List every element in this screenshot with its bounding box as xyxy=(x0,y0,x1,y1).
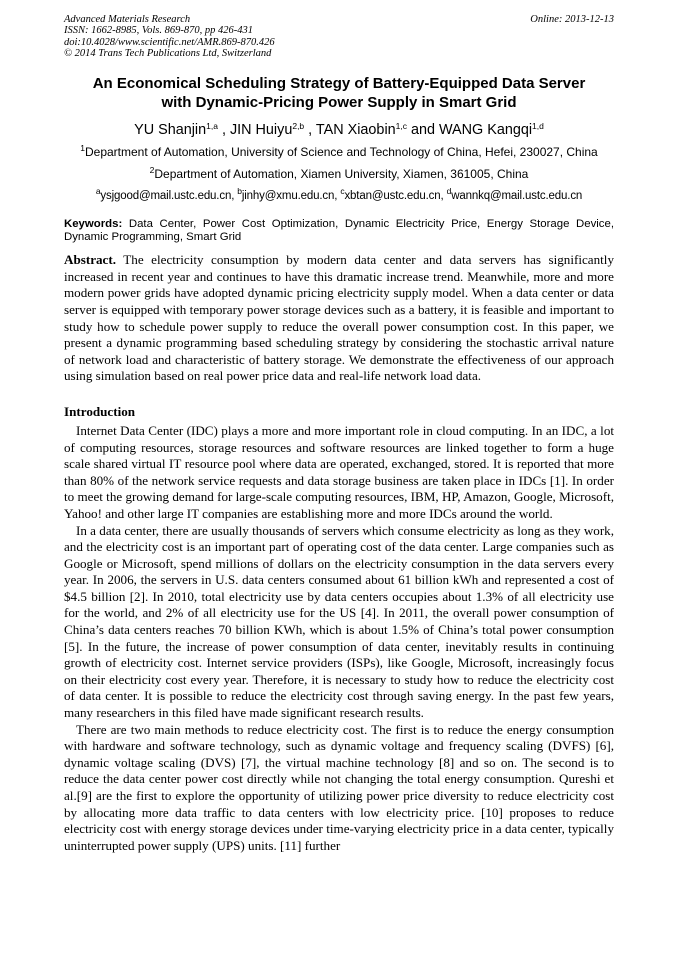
body-paragraph-2: In a data center, there are usually thousands of servers which consume electricity as long as they work, and the electricity cost is an important part of operating cost of the data center. Large companies such as Google or Microsoft, spend millions of dollars on the electricity consumption in the data servers every year. In 2006, the servers in U.S. data centers consumed about 61 billion kWh and represented a cost of $4.5 billion [2]. In 2010, total electricity use by data centers occupies about 1.3% of all electricity use for the world, and 2% of all electricity use for the US [4]. In 2011, the overall power consumption of China’s data centers reaches 70 billion KWh, which is about 1.5% of China’s total power consumption [5]. In the future, the increase of power consumption of data center, inevitably results in continuing growth of electricity cost. Internet service providers (ISPs), like Google, Microsoft, increasingly focus on their electricity cost every year. Therefore, it is necessary to study how to reduce the electricity cost of data center. It is possible to reduce the electricity cost through saving energy. In the past few years, many researchers in this filed have made significant research results. xyxy=(64,522,614,721)
abstract-label: Abstract. xyxy=(64,252,116,268)
paper-title xyxy=(64,74,614,112)
affiliation-2 xyxy=(64,167,614,182)
paper-page xyxy=(64,14,614,854)
email-superscript: d xyxy=(446,186,452,197)
journal-name: Advanced Materials Research xyxy=(64,14,191,25)
author-superscript: 2,b xyxy=(292,121,305,132)
abstract-text: The electricity consumption by modern data center and data servers has significantly increased in recent year and continues to have this dramatic increase trend. Meanwhile, more and more modern power grids have adopted dynamic pricing electricity supply model. When a data center or data server is equipped with temporary power storage devices such as a battery, it is feasible and important to study how to schedule power supply to reduce the overall power consumption cost. In this paper, we present a dynamic programming based scheduling strategy by considering the stochastic arrival nature of network load and characteristic of battery storage. We demonstrate the effectiveness of our approach using simulation based on real power price data and real-life network load data. xyxy=(64,252,614,384)
affiliation-superscript: 1 xyxy=(80,143,85,154)
doi-line: doi:10.4028/www.scientific.net/AMR.869-870.426 xyxy=(64,36,275,48)
keywords-text: Data Center, Power Cost Optimization, Dynamic Electricity Price, Energy Storage Device, Dynamic Programming, Smart Grid xyxy=(64,218,614,244)
issn-line: ISSN: 1662-8985, Vols. 869-870, pp 426-431 xyxy=(64,25,253,37)
email-address: wannkq@mail.ustc.edu.cn xyxy=(451,190,583,203)
email-superscript: a xyxy=(95,186,101,197)
author-list xyxy=(64,122,614,138)
email-superscript: b xyxy=(237,186,242,197)
keywords-label: Keywords: xyxy=(64,218,123,231)
author-name: TAN Xiaobin xyxy=(315,122,396,139)
author-name: YU Shanjin xyxy=(134,122,207,139)
body-paragraph-3: There are two main methods to reduce electricity cost. The first is to reduce the energy consumption with hardware and software technology, such as dynamic voltage and frequency scaling (DVFS) [6], dynamic voltage scaling (DVS) [7], the virtual machine technology [8] and so on. The second is to reduce the data center power cost directly while not changing the total energy consumption. Qureshi et al.[9] are the first to explore the opportunity of utilizing power price diversity to reduce electricity cost by allocating more data traffic to data centers with low electricity price. [10] proposes to reduce electricity cost with energy storage devices under time-varying electricity price in a data center, typically uninterrupted power supply (UPS) units. [11] further xyxy=(64,721,614,853)
email-address: ysjgood@mail.ustc.edu.cn, xyxy=(100,190,238,203)
body-paragraph-1: Internet Data Center (IDC) plays a more and more important role in cloud computing. In an IDC, a lot of computing resources, storage resources and software resources are linked together to form a huge scale shared virtual IT resource pool where data are operated, exchanged, stored. It is reported that more than 80% of the network service requests and data storage business are taken place in IDCs [1]. In order to meet the growing demand for large-scale computing resources, IBM, HP, Amazon, Google, Microsoft, Yahoo! and other large IT companies are establishing more and more IDCs around the world. xyxy=(64,422,614,521)
abstract xyxy=(64,252,614,385)
author-separator: , xyxy=(304,122,316,139)
author-and: and xyxy=(406,122,439,139)
author-name: JIN Huiyu xyxy=(229,122,293,139)
introduction-body xyxy=(64,423,614,854)
author-emails xyxy=(64,186,614,204)
author-superscript: 1,a xyxy=(206,121,218,132)
email-superscript: c xyxy=(340,186,345,197)
introduction-heading: Introduction xyxy=(64,403,136,419)
copyright-line: © 2014 Trans Tech Publications Ltd, Switzerland xyxy=(64,47,272,59)
title-line-1: An Economical Scheduling Strategy of Battery-Equipped Data Server xyxy=(92,75,586,93)
affiliation-text: Department of Automation, Xiamen University, Xiamen, 361005, China xyxy=(154,167,529,182)
author-name: WANG Kangqi xyxy=(439,122,533,139)
email-address: jinhy@xmu.edu.cn, xyxy=(241,190,341,203)
keywords xyxy=(64,218,614,244)
affiliation-text: Department of Automation, University of Science and Technology of China, Hefei, 230027, China xyxy=(84,145,598,160)
online-date: Online: 2013-12-13 xyxy=(530,14,614,25)
email-address: xbtan@ustc.edu.cn, xyxy=(344,190,447,203)
title-line-2: with Dynamic-Pricing Power Supply in Smart Grid xyxy=(161,94,517,112)
author-superscript: 1,c xyxy=(395,121,407,132)
author-separator: , xyxy=(217,122,230,139)
journal-header xyxy=(64,14,614,59)
affiliation-superscript: 2 xyxy=(149,165,155,176)
affiliation-1 xyxy=(64,145,614,160)
author-superscript: 1,d xyxy=(532,121,544,132)
